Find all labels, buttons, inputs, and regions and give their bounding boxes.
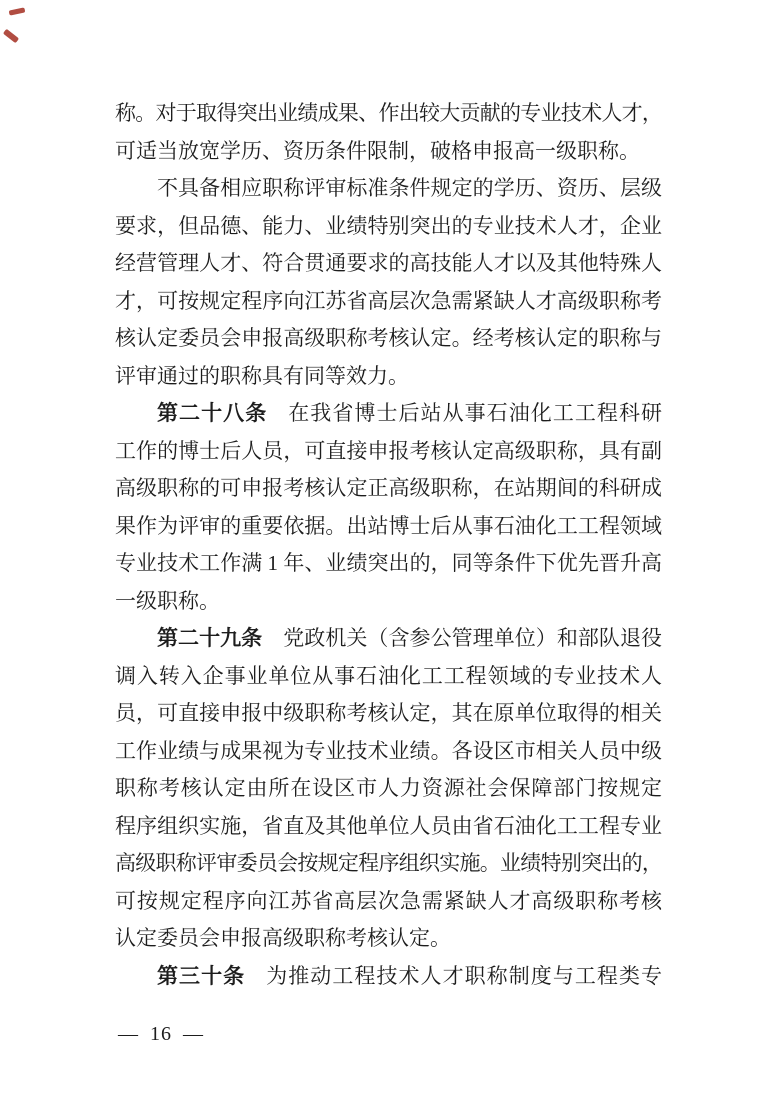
text-line	[115, 695, 662, 733]
text-line	[115, 845, 662, 883]
text-line	[115, 395, 662, 433]
text-line	[115, 508, 662, 546]
text-line	[115, 283, 662, 321]
text-line	[115, 545, 662, 583]
text-line	[115, 770, 662, 808]
text-line	[115, 133, 662, 171]
text-line	[115, 433, 662, 471]
text-line	[115, 583, 662, 621]
text-line	[115, 95, 662, 133]
text-line	[115, 208, 662, 246]
text-line	[115, 358, 662, 396]
article-number: 第三十条	[157, 964, 246, 988]
text-line	[115, 920, 662, 958]
line-text: 核认定委员会申报高级职称考核认定。经考核认定的职称与	[115, 326, 662, 350]
text-line	[115, 808, 662, 846]
article-number: 第二十八条	[157, 402, 268, 425]
article-number: 第二十九条	[157, 627, 263, 650]
text-line	[115, 470, 662, 508]
text-line	[115, 733, 662, 771]
line-text: 称。对于取得突出业绩成果、作出较大贡献的专业技术人才，	[115, 101, 662, 125]
line-text: 工作业绩与成果视为专业技术业绩。各设区市相关人员中级	[115, 738, 662, 763]
line-text: 才，可按规定程序向江苏省高层次急需紧缺人才高级职称考	[115, 288, 662, 313]
line-text: 一级职称。	[115, 588, 220, 613]
text-line	[115, 883, 662, 921]
line-text: 不具备相应职称评审标准条件规定的学历、资历、层级	[157, 176, 662, 200]
line-text: 高级职称的可申报考核认定正高级职称，在站期间的科研成	[115, 476, 662, 500]
line-text: 可适当放宽学历、资历条件限制，破格申报高一级职称。	[115, 138, 640, 163]
line-text: 专业技术工作满 1 年、业绩突出的，同等条件下优先晋升高	[115, 551, 662, 575]
red-pen-mark-icon	[3, 29, 19, 44]
text-line	[115, 658, 662, 696]
line-text: 员，可直接申报中级职称考核认定，其在原单位取得的相关	[115, 701, 662, 725]
line-text: 要求，但品德、能力、业绩特别突出的专业技术人才，企业	[115, 213, 662, 238]
page-number: — 16 —	[118, 1023, 204, 1045]
text-line	[115, 320, 662, 358]
line-text: 可按规定程序向江苏省高层次急需紧缺人才高级职称考核	[115, 888, 662, 913]
text-line	[115, 170, 662, 208]
document-body	[115, 95, 662, 995]
text-line	[115, 958, 662, 996]
line-text: 调入转入企事业单位从事石油化工工程领域的专业技术人	[115, 663, 662, 688]
line-text: 认定委员会申报高级职称考核认定。	[115, 926, 451, 950]
line-text: 经营管理人才、符合贯通要求的高技能人才以及其他特殊人	[115, 251, 662, 275]
line-text: 程序组织实施，省直及其他单位人员由省石油化工工程专业	[115, 813, 662, 838]
text-line	[115, 245, 662, 283]
line-text: 工作的博士后人员，可直接申报考核认定高级职称，具有副	[115, 438, 662, 463]
text-line	[115, 620, 662, 658]
line-text: 果作为评审的重要依据。出站博士后从事石油化工工程领域	[115, 513, 662, 538]
line-text: 评审通过的职称具有同等效力。	[115, 363, 409, 388]
line-text: 高级职称评审委员会按规定程序组织实施。业绩特别突出的，	[115, 851, 662, 875]
red-pen-mark-icon	[9, 7, 26, 15]
line-text: 党政机关（含参公管理单位）和部队退役	[283, 626, 662, 650]
line-text: 为推动工程技术人才职称制度与工程类专	[266, 963, 662, 988]
line-text: 在我省博士后站从事石油化工工程科研	[288, 401, 662, 425]
line-text: 职称考核认定由所在设区市人力资源社会保障部门按规定	[115, 776, 662, 800]
